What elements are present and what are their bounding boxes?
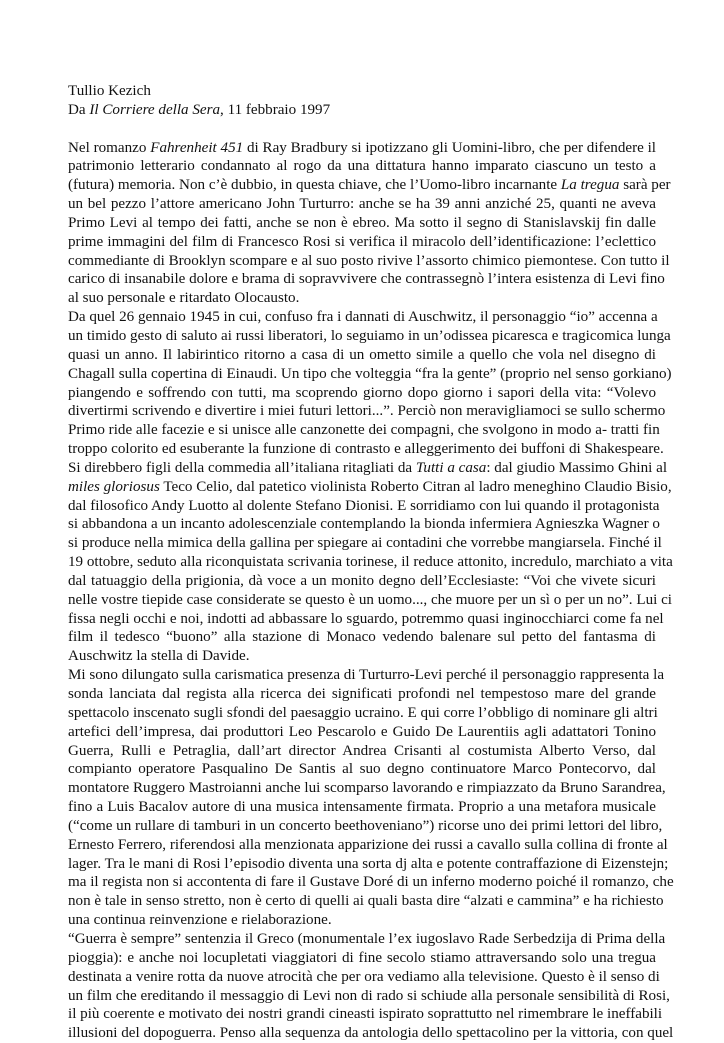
text-line <box>68 440 664 459</box>
text-segment: un timido gesto di saluto ai russi liberatori, lo seguiamo in un’odissea picaresca e tragicomica lunga <box>68 327 671 344</box>
text-line <box>68 139 656 158</box>
text-line <box>68 704 656 723</box>
text-line <box>68 214 656 233</box>
text-segment: Primo Levi al tempo dei fatti, anche se non è ebreo. Ma sotto il segno di Stanislavskij fin dalle <box>68 214 656 231</box>
text-line <box>68 534 662 553</box>
text-line <box>68 1005 663 1024</box>
text-segment: film il tedesco “buono” alla stazione di Monaco vedendo balenare sul petto del fantasma di <box>68 629 656 646</box>
text-segment: fissa negli occhi e noi, indotti ad abbassare lo sguardo, potremmo quasi inginocchiarci come fa nel <box>68 610 664 627</box>
text-segment: montatore Ruggero Mastroianni anche lui scomparso lavorando e rimpiazzato da Bruno Sarandrea, <box>68 780 666 797</box>
text-line <box>68 402 666 421</box>
text-segment: un bel pezzo l’attore americano John Turturro: anche se ha 39 anni anziché 25, quanti ne aveva <box>68 196 656 213</box>
text-segment: dal tatuaggio della prigionia, dà voce a un monito degno dell’Ecclesiaste: “Voi che vivete sicuri <box>68 572 656 589</box>
text-segment: si produce nella mimica della gallina per spiegare ai contadini che vorrebbe mangiarsela. Finché il <box>68 535 662 552</box>
text-segment: quasi un anno. Il labirintico ritorno a casa di un ometto simile a quello che vola nel disegno di <box>68 346 656 363</box>
text-line <box>68 233 656 252</box>
text-segment: di Ray Bradbury si ipotizzano gli Uomini-libro, che per difendere il <box>243 139 656 156</box>
text-segment: Mi sono dilungato sulla carismatica presenza di Turturro-Levi perché il personaggio rappresenta la <box>68 667 665 684</box>
text-line <box>68 553 673 572</box>
text-segment: Guerra, Rulli e Petraglia, dall’art director Andrea Crisanti al costumista Alberto Verso, dal <box>68 742 656 759</box>
text-segment: artefici dell’impresa, dai produttori Leo Pescarolo e Guido De Laurentiis agli adattatori Tonino <box>68 723 656 740</box>
text-segment: dal filosofico Andy Luotto al dolente Stefano Dionisi. E sorridiamo con lui quando il protagonista <box>68 497 660 514</box>
text-segment: commediante di Brooklyn scompare e al suo posto rivive l’assorto chimico piemontese. Con tutto il <box>68 252 670 269</box>
text-line <box>68 779 666 798</box>
text-segment: sonda lanciata dal regista alla ricerca dei significati profondi nel tempestoso mare del grande <box>68 686 656 702</box>
text-segment: una continua reinvenzione e rielaborazione. <box>68 912 332 929</box>
text-line <box>68 666 665 685</box>
text-line <box>68 647 656 666</box>
text-segment: Nel romanzo <box>68 139 151 156</box>
text-line <box>68 817 663 836</box>
text-segment: destinata a venire rotta da nuove atrocità che per ora vediamo alla televisione. Questo è il senso di <box>68 968 660 985</box>
text-segment: : dal giudio Massimo Ghini al <box>486 459 668 476</box>
text-line <box>68 515 660 534</box>
italic-title: miles gloriosus <box>68 478 160 495</box>
blank-line <box>68 120 656 139</box>
text-line <box>68 892 664 911</box>
text-segment: troppo colorito ed esuberante la funzione di contrasto e alleggerimento dei buffoni di Shakespeare. <box>68 441 664 458</box>
text-segment: spettacolo inscenato sugli sfondi del paesaggio ucraino. E qui corre l’obbligo di nominare gli altri <box>68 704 658 721</box>
text-segment: lager. Tra le mani di Rosi l’episodio diventa una sorta dj alta e potente contraffazione di Eizenstejn; <box>68 855 669 872</box>
text-line <box>68 723 656 742</box>
text-segment: si abbandona a un incanto adolescenziale contemplando la bionda infermiera Agnieszka Wagner o <box>68 516 660 533</box>
text-line <box>68 873 674 892</box>
text-segment: un film che ereditando il messaggio di Levi non di rado si schiude alla personale sensibilità di Rosi, <box>68 987 670 1004</box>
italic-title: La tregua <box>560 177 620 194</box>
text-segment: non è tale in senso stretto, non è certo di quelli ai quali basta dire “alzati e cammina” e ha richiesto <box>68 893 664 910</box>
text-segment: (“come un rullare di tamburi in un concerto beethoveniano”) ricorse uno dei primi lettori del libro, <box>68 817 663 834</box>
text-segment: nelle vostre tiepide case considerate se questo è un uomo..., che muore per un sì o per un no”. Lui ci <box>68 591 672 608</box>
text-line <box>68 930 666 949</box>
text-segment: prime immagini del film di Francesco Rosi si verifica il miracolo dell’identificazione: l’eclettico <box>68 233 656 250</box>
text-line <box>68 478 672 497</box>
text-segment: fino a Luis Bacalov autore di una musica intensamente firmata. Proprio a una metafora musicale <box>68 799 656 816</box>
text-segment: il più coerente e motivato dei nostri grandi cineasti ispirato soprattutto nel rimembrare le ineffabili <box>68 1006 663 1023</box>
source-date: , 11 febbraio 1997 <box>220 101 331 118</box>
text-line <box>68 610 664 629</box>
text-segment: Primo ride alle facezie e si unisce alle canzonette dei compagni, che svolgono in modo a- tratti fin <box>68 422 660 439</box>
text-line <box>68 591 672 610</box>
text-line <box>68 742 656 761</box>
author-line: Tullio Kezich <box>68 83 151 99</box>
text-line <box>68 252 670 271</box>
text-line <box>68 760 656 779</box>
text-line <box>68 346 656 365</box>
text-segment: pioggia): e anche noi locupletati viaggiatori di fine secolo stiamo attraversando solo una tregua <box>68 949 656 966</box>
text-line <box>68 308 656 327</box>
text-segment: 19 ottobre, seduto alla riconquistata scrivania torinese, il reduce attonito, incredulo, marchiato a vita <box>68 554 673 571</box>
text-segment: piangendo e soffrendo con tutti, ma scoprendo giorno dopo giorno i sapori della vita: “Volevo <box>68 384 656 401</box>
text-line <box>68 949 656 968</box>
text-segment: Chagall sulla copertina di Einaudi. Un tipo che volteggia “fra la gente” (proprio nel senso gorkiano) <box>68 365 672 382</box>
text-line <box>68 911 656 930</box>
text-line <box>68 628 656 647</box>
text-line <box>68 572 656 591</box>
text-segment: Si direbbero figli della commedia all’italiana ritagliati da <box>68 459 416 476</box>
text-segment: Ernesto Ferrero, riferendosi alla menzionata apparizione dei russi a cavallo sulla collina di fronte al <box>68 836 668 853</box>
text-line <box>68 685 656 704</box>
document-page <box>68 82 674 1043</box>
italic-title: Tutti a casa <box>415 459 487 476</box>
text-segment: Da quel 26 gennaio 1945 in cui, confuso fra i dannati di Auschwitz, il personaggio “io” accenna a <box>68 309 658 326</box>
text-line <box>68 157 656 176</box>
text-segment: carico di insanabile dolore e brama di sopravvivere che contrassegnò l’intera esistenza di Levi fino <box>68 271 665 288</box>
text-line <box>68 836 668 855</box>
text-line <box>68 421 660 440</box>
text-segment: “Guerra è sempre” sentenzia il Greco (monumentale l’ex iugoslavo Rade Serbedzija di Prima della <box>68 930 666 947</box>
text-line <box>68 327 671 346</box>
text-line <box>68 195 656 214</box>
text-line <box>68 1024 674 1043</box>
text-line <box>68 459 668 478</box>
text-line <box>68 365 672 384</box>
newspaper-name: Il Corriere della Sera <box>89 101 221 118</box>
text-line <box>68 289 656 308</box>
text-segment: al suo personale e ritardato Olocausto. <box>68 290 300 307</box>
source-line <box>68 101 656 120</box>
text-line <box>68 497 660 516</box>
text-line <box>68 270 665 289</box>
article-body <box>68 139 674 1043</box>
text-segment: ma il regista non si accontenta di fare il Gustave Doré di un inferno moderno poiché il romanzo, che <box>68 874 674 891</box>
text-segment: patrimonio letterario condannato al rogo da una dittatura hanno imparato ciascuno un testo a <box>68 158 656 175</box>
text-line <box>68 176 671 195</box>
text-segment: (futura) memoria. Non c’è dubbio, in questa chiave, che l’Uomo-libro incarnante <box>68 177 561 194</box>
text-segment: sarà per <box>619 177 671 194</box>
text-line <box>68 968 660 987</box>
text-segment: illusioni del dopoguerra. Penso alla sequenza da antologia dello spettacolino per la vittoria, con quel <box>68 1025 674 1042</box>
italic-title: Fahrenheit 451 <box>150 139 244 156</box>
text-line <box>68 798 656 817</box>
text-segment: compianto operatore Pasqualino De Santis al suo degno continuatore Marco Pontecorvo, dal <box>68 761 656 778</box>
text-line <box>68 855 669 874</box>
text-line <box>68 987 670 1006</box>
text-segment: Auschwitz la stella di Davide. <box>68 648 250 665</box>
source-prefix: Da <box>68 101 90 118</box>
text-line <box>68 384 656 403</box>
text-segment: divertirmi scrivendo e divertire i miei futuri lettori...”. Perciò non meravigliamoci se sullo schermo <box>68 403 666 420</box>
text-segment: Teco Celio, dal patetico violinista Roberto Citran al ladro meneghino Claudio Bisio, <box>159 478 672 495</box>
